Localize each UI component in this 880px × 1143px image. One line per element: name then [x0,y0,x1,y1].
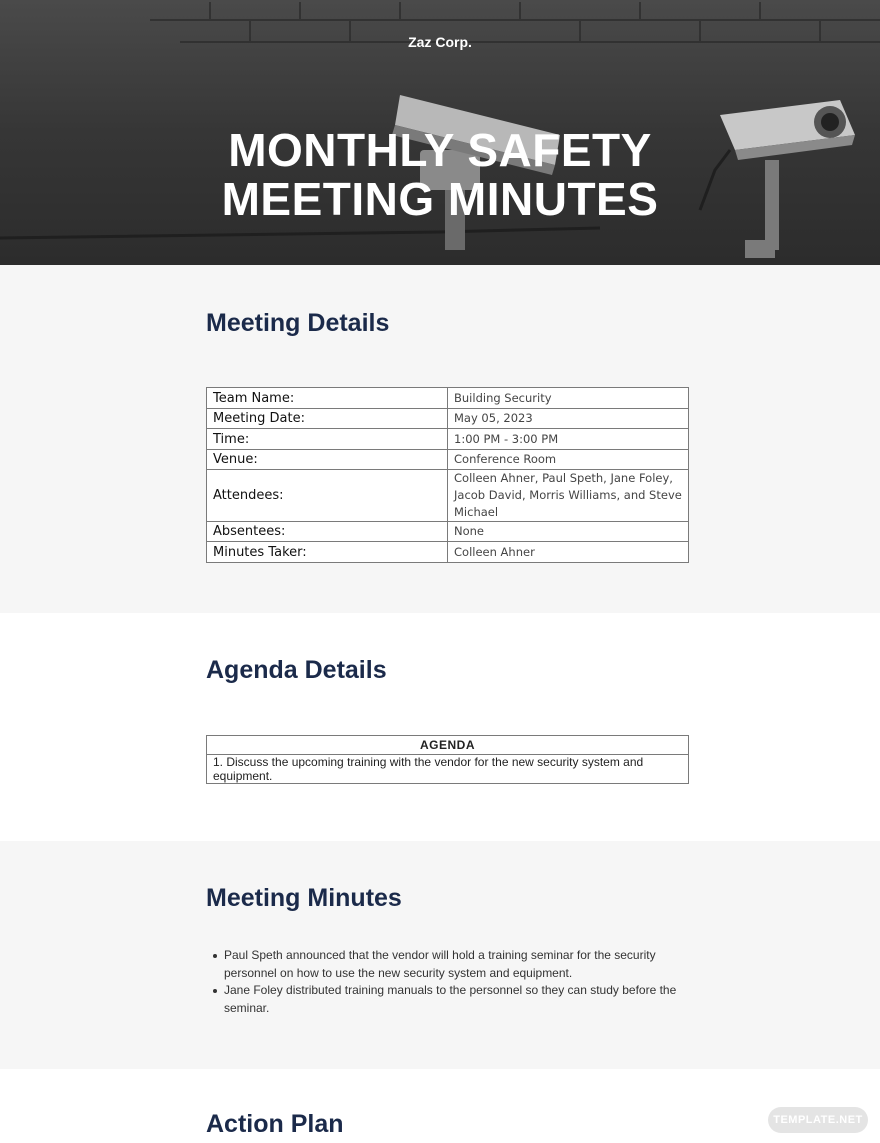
minutes-list [224,947,694,1017]
action-plan-section [0,1069,880,1143]
row-value: 1:00 PM - 3:00 PM [448,429,689,450]
row-label: Team Name: [207,388,448,409]
meeting-minutes-section [0,841,880,1069]
meeting-details-table [206,387,689,563]
action-plan-heading: Action Plan [206,1110,344,1138]
table-row [207,522,689,542]
row-value: Conference Room [448,450,689,470]
agenda-item: 1. Discuss the upcoming training with the vendor for the new security system and equipment. [207,755,689,784]
table-row [207,429,689,450]
table-row [207,450,689,470]
list-item: Jane Foley distributed training manuals to the personnel so they can study before the seminar. [224,982,694,1017]
table-row [207,542,689,563]
row-value: Colleen Ahner, Paul Speth, Jane Foley, Jacob David, Morris Williams, and Steve Michael [448,470,689,522]
row-label: Meeting Date: [207,409,448,429]
agenda-table [206,735,689,784]
table-header-row [207,736,689,755]
row-label: Absentees: [207,522,448,542]
row-label: Venue: [207,450,448,470]
title-line-1: MONTHLY SAFETY [228,124,652,176]
meeting-minutes-heading: Meeting Minutes [206,884,402,912]
meeting-details-section [0,265,880,613]
list-item: Paul Speth announced that the vendor will hold a training seminar for the security personnel on how to use the new security system and equipment. [224,947,694,982]
row-value: Building Security [448,388,689,409]
table-row [207,755,689,784]
table-row [207,388,689,409]
meeting-details-heading: Meeting Details [206,309,390,337]
template-watermark: TEMPLATE.NET [768,1107,868,1133]
row-value: None [448,522,689,542]
row-label: Minutes Taker: [207,542,448,563]
agenda-details-heading: Agenda Details [206,656,387,684]
row-label: Time: [207,429,448,450]
document-title [0,126,880,224]
agenda-column-header: AGENDA [207,736,689,755]
table-row [207,470,689,522]
title-line-2: MEETING MINUTES [221,173,659,225]
table-row [207,409,689,429]
row-label: Attendees: [207,470,448,522]
row-value: May 05, 2023 [448,409,689,429]
agenda-details-section [0,613,880,841]
company-name: Zaz Corp. [408,34,472,50]
row-value: Colleen Ahner [448,542,689,563]
header-banner [0,0,880,265]
